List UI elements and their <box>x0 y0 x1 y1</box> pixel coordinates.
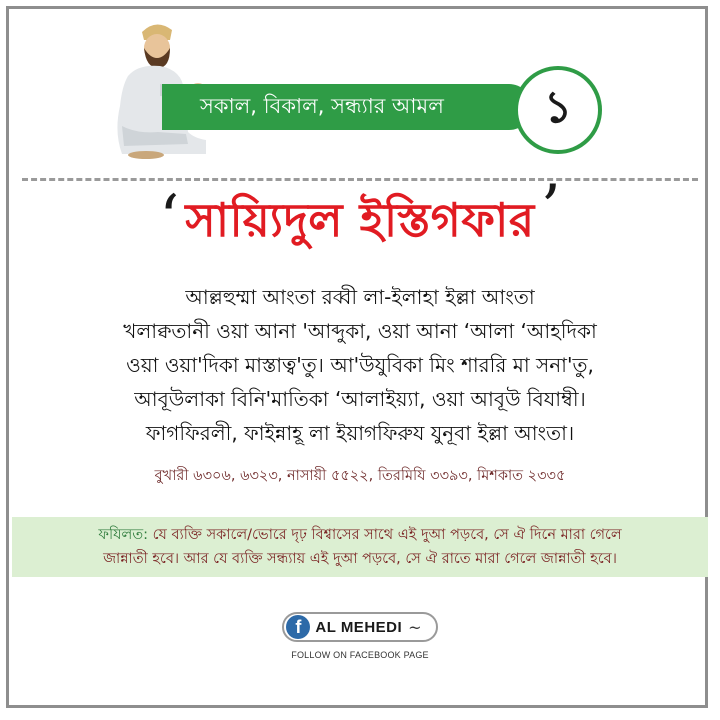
dua-text <box>30 280 690 450</box>
virtue-text-1: যে ব্যক্তি সকালে/ভোরে দৃঢ় বিশ্বাসের সাথে এই দুআ পড়বে, সে ঐ দিনে মারা গেলে <box>152 527 622 543</box>
virtue-text-2: জান্নাতী হবে। আর যে ব্যক্তি সন্ধ্যায় এই দুআ পড়বে, সে ঐ রাতে মারা গেলে জান্নাতী হবে। <box>103 551 617 567</box>
hadith-reference: বুখারী ৬৩০৬, ৬৩২৩, নাসায়ী ৫৫২২, তিরমিযি ৩৩৯৩, মিশকাত ২৩৩৫ <box>154 468 566 484</box>
section-header-band <box>162 84 532 130</box>
dua-line: ফাগফিরলী, ফাইন্নাহূ লা ইয়াগফিরুয যুনূবা ইল্লা আংতা। <box>145 421 575 445</box>
section-number-badge <box>514 66 602 154</box>
title-row <box>0 172 720 264</box>
dua-title: সায়্যিদুল ইস্তিগফার <box>185 193 535 247</box>
signature-mark: ~ <box>408 617 422 637</box>
dua-line: ওয়া ওয়া'দিকা মাস্তাত্ব'তু। আ'উযুবিকা মিং শাররি মা সনা'তু, <box>126 353 594 377</box>
facebook-badge-row <box>0 612 720 642</box>
dua-line: আবূউলাকা বিনি'মাতিকা ‘আলাইয়্যা, ওয়া আবূউ বিযাম্বী। <box>134 387 586 411</box>
facebook-icon: f <box>286 615 310 639</box>
virtue-label: ফযিলত: <box>98 527 149 543</box>
dashed-divider <box>22 178 698 181</box>
virtue-box <box>12 517 708 577</box>
section-number: ১ <box>543 81 573 133</box>
page-name: AL MEHEDI <box>315 618 403 636</box>
close-quote: ’ <box>540 172 562 246</box>
virtue-line-1 <box>22 523 698 547</box>
follow-caption: FOLLOW ON FACEBOOK PAGE <box>291 650 429 660</box>
open-quote: ‘ <box>158 182 180 256</box>
dua-line: খলাক্বতানী ওয়া আনা 'আব্দুকা, ওয়া আনা ‘আলা ‘আহদিকা <box>123 319 597 343</box>
section-header-label: সকাল, বিকাল, সন্ধ্যার আমল <box>200 93 444 118</box>
facebook-page-badge[interactable] <box>282 612 437 642</box>
dua-line: আল্লহুম্মা আংতা রব্বী লা-ইলাহা ইল্লা আংতা <box>185 285 535 309</box>
